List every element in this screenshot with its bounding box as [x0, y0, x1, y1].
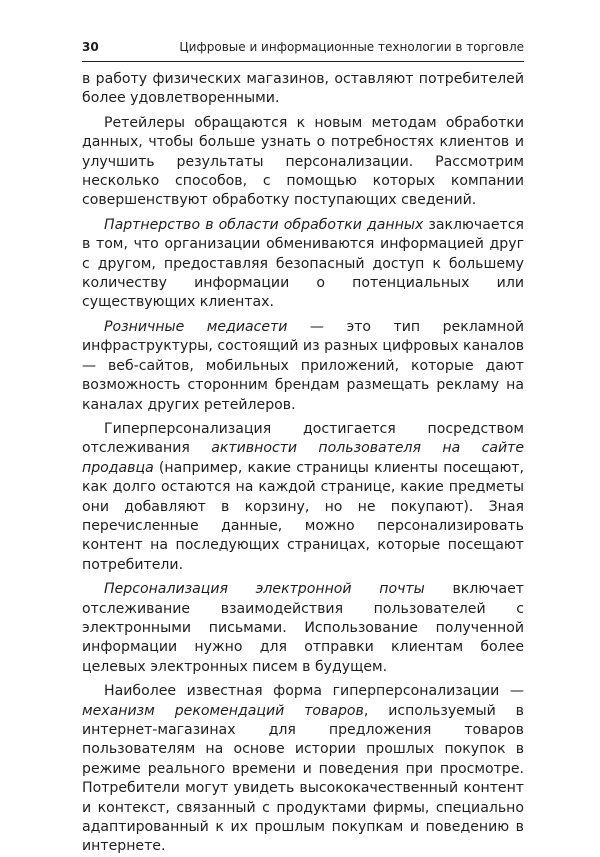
term-emphasis: Партнерство в области обработки данных	[104, 216, 424, 233]
body-text	[82, 70, 524, 857]
paragraph	[82, 682, 524, 857]
text-run: включает отслеживание взаимодействия пользователей с электронными письмами. Использование полученной информации нужно для отправки клиентам более целевых электронных писем в будущем.	[82, 581, 524, 675]
running-title: Цифровые и информационные технологии в торговле	[179, 40, 524, 54]
paragraph	[82, 580, 524, 677]
paragraph	[82, 216, 524, 313]
text-run: заключается в том, что организации обмениваются информацией друг с другом, предоставляя безопасный доступ к большему количеству информации о потенциальных или существующих клиентах.	[82, 216, 524, 311]
page-number: 30	[82, 40, 99, 54]
term-emphasis: механизм рекомендаций товаров	[82, 702, 364, 719]
term-emphasis: Персонализация электронной почты	[104, 581, 425, 598]
header-rule	[82, 61, 524, 62]
running-header	[82, 40, 524, 58]
paragraph	[82, 70, 524, 109]
text-run: в работу физических магазинов, оставляют потребителей более удовлетворенными.	[82, 71, 524, 107]
text-run: (например, какие страницы клиенты посещают, как долго остаются на каждой странице, какие предметы они добавляют в корзину, но не покупают). Зная перечисленные данные, можно персонализировать контент на последующих страницах, которые посещают потребители.	[82, 459, 524, 573]
term-emphasis: активности пользователя на сайте продавца	[82, 440, 524, 476]
text-run: Ретейлеры обращаются к новым методам обработки данных, чтобы больше узнать о потребностях клиентов и улучшить результаты персонализации. Рассмотрим несколько способов, с помощью которых компании совершенствуют обработку поступающих сведений.	[82, 114, 524, 209]
paragraph	[82, 420, 524, 575]
text-run: , используемый в интернет-магазинах для предложения товаров пользователям на основе истории прошлых покупок в режиме реального времени и поведения при просмотре. Потребители могут увидеть высококачественный контент и контекст, связанный с продуктами фирмы, специально адаптированный к их прошлым покупкам и поведению в интернете.	[82, 702, 524, 855]
paragraph	[82, 318, 524, 415]
text-run: Наиболее известная форма гиперперсонализации —	[104, 683, 524, 700]
text-run: Гиперперсонализация достигается посредством отслеживания	[82, 420, 524, 457]
paragraph	[82, 114, 524, 211]
term-emphasis: Розничные медиасети	[104, 318, 288, 335]
text-run: — это тип рекламной инфраструктуры, состоящий из разных цифровых каналов — веб-сайтов, мобильных приложений, которые дают возможность сторонним брендам размещать рекламу на каналах других ретейлеров.	[82, 318, 524, 413]
